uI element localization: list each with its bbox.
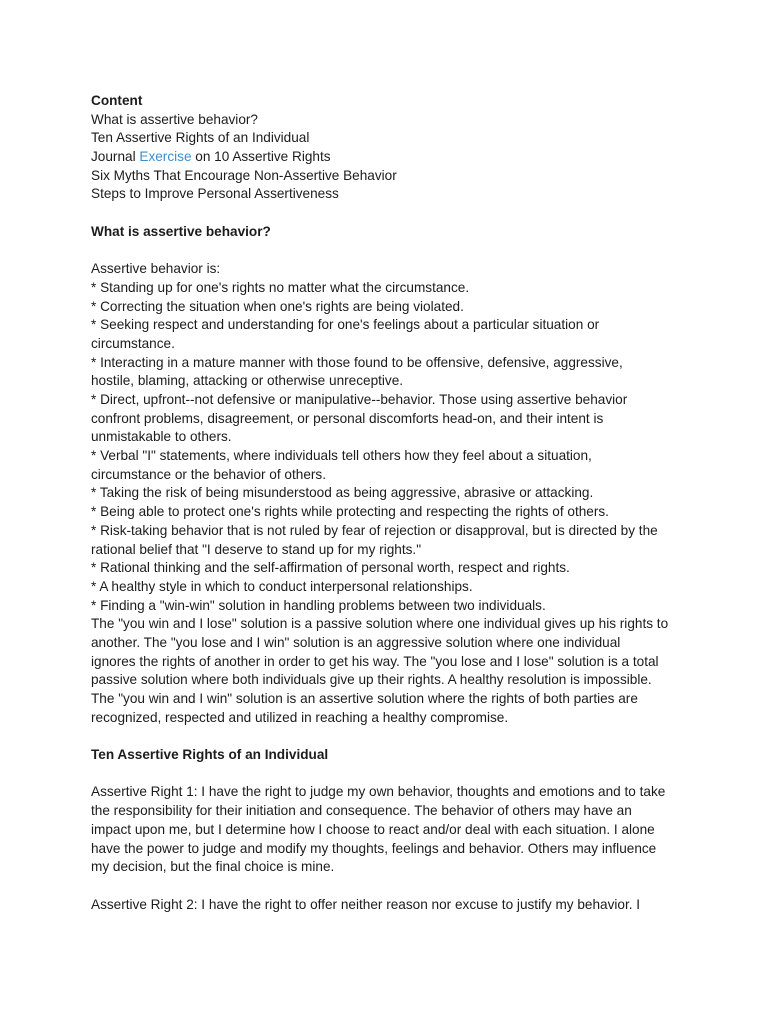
body-line: hostile, blaming, attacking or otherwise unreceptive. bbox=[91, 373, 404, 389]
spacer bbox=[91, 765, 691, 784]
body-line: * Direct, upfront--not defensive or manipulative--behavior. Those using assertive behavior bbox=[91, 392, 628, 407]
section-intro: Assertive behavior is: bbox=[91, 261, 221, 277]
body-line: * Risk-taking behavior that is not ruled by fear of rejection or disapproval, but is directed by the bbox=[91, 522, 658, 538]
body-line: circumstance. bbox=[91, 335, 175, 351]
toc-item-what-is-assertive: What is assertive behavior? bbox=[91, 111, 258, 127]
body-line: * Finding a "win-win" solution in handling problems between two individuals. bbox=[91, 597, 546, 613]
exercise-link[interactable]: Exercise bbox=[139, 149, 192, 165]
body-line: circumstance or the behavior of others. bbox=[91, 466, 326, 482]
body-line: Assertive Right 1: I have the right to judge my own behavior, thoughts and emotions and to take bbox=[91, 784, 666, 800]
body-line: another. The "you lose and I win" solution is an aggressive solution where one individual bbox=[91, 634, 621, 650]
body-line: rational belief that "I deserve to stand up for my rights." bbox=[91, 541, 422, 557]
body-line: The "you win and I win" solution is an assertive solution where the rights of both parties are bbox=[91, 691, 638, 706]
body-line: have the power to judge and modify my thoughts, feelings and behavior. Others may influence bbox=[91, 840, 657, 856]
spacer bbox=[91, 204, 691, 223]
toc-item-journal-text-before: Journal bbox=[91, 149, 140, 165]
body-line: * Interacting in a mature manner with those found to be offensive, defensive, aggressive, bbox=[91, 354, 623, 370]
body-line: ignores the rights of another in order to get his way. The "you lose and I lose" solution is a total bbox=[91, 653, 659, 669]
toc-heading: Content bbox=[91, 93, 143, 108]
body-line: recognized, respected and utilized in reaching a healthy compromise. bbox=[91, 709, 509, 725]
body-line: Assertive Right 2: I have the right to offer neither reason nor excuse to justify my behavior. I bbox=[91, 896, 641, 912]
section-what-is-assertive bbox=[91, 223, 691, 728]
body-line: * Rational thinking and the self-affirmation of personal worth, respect and rights. bbox=[91, 560, 570, 576]
body-line: * Being able to protect one's rights while protecting and respecting the rights of others. bbox=[91, 504, 609, 520]
body-line: The "you win and I lose" solution is a passive solution where one individual gives up his rights to bbox=[91, 616, 669, 632]
body-line: the responsibility for their initiation and consequence. The behavior of others may have an bbox=[91, 803, 632, 819]
section-ten-rights bbox=[91, 746, 691, 914]
body-line: * Standing up for one's rights no matter what the circumstance. bbox=[91, 279, 470, 295]
body-line: unmistakable to others. bbox=[91, 429, 232, 445]
toc-item-six-myths: Six Myths That Encourage Non-Assertive Behavior bbox=[91, 167, 397, 183]
body-line: impact upon me, but I determine how I choose to react and/or deal with each situation. I alone bbox=[91, 821, 655, 837]
toc-section bbox=[91, 92, 691, 204]
section-heading: Ten Assertive Rights of an Individual bbox=[91, 747, 329, 763]
body-line: * Seeking respect and understanding for one's feelings about a particular situation or bbox=[91, 317, 600, 333]
spacer bbox=[91, 727, 691, 746]
body-line: confront problems, disagreement, or personal discomforts head-on, and their intent is bbox=[91, 410, 604, 426]
toc-item-steps: Steps to Improve Personal Assertiveness bbox=[91, 186, 339, 202]
body-line: * Correcting the situation when one's rights are being violated. bbox=[91, 298, 464, 314]
document-page bbox=[91, 92, 691, 914]
body-line: * Taking the risk of being misunderstood as being aggressive, abrasive or attacking. bbox=[91, 485, 594, 501]
body-line: * Verbal "I" statements, where individuals tell others how they feel about a situation, bbox=[91, 448, 592, 464]
spacer bbox=[91, 877, 691, 896]
spacer bbox=[91, 242, 691, 261]
toc-item-journal-text-after: on 10 Assertive Rights bbox=[191, 149, 331, 165]
body-line: passive solution where both individuals give up their rights. A healthy resolution is impossible. bbox=[91, 672, 652, 688]
body-line: my decision, but the final choice is mine. bbox=[91, 859, 335, 875]
section-heading: What is assertive behavior? bbox=[91, 223, 271, 239]
toc-item-ten-rights: Ten Assertive Rights of an Individual bbox=[91, 130, 310, 146]
toc-item-journal-exercise bbox=[91, 148, 691, 167]
body-line: * A healthy style in which to conduct interpersonal relationships. bbox=[91, 578, 473, 594]
